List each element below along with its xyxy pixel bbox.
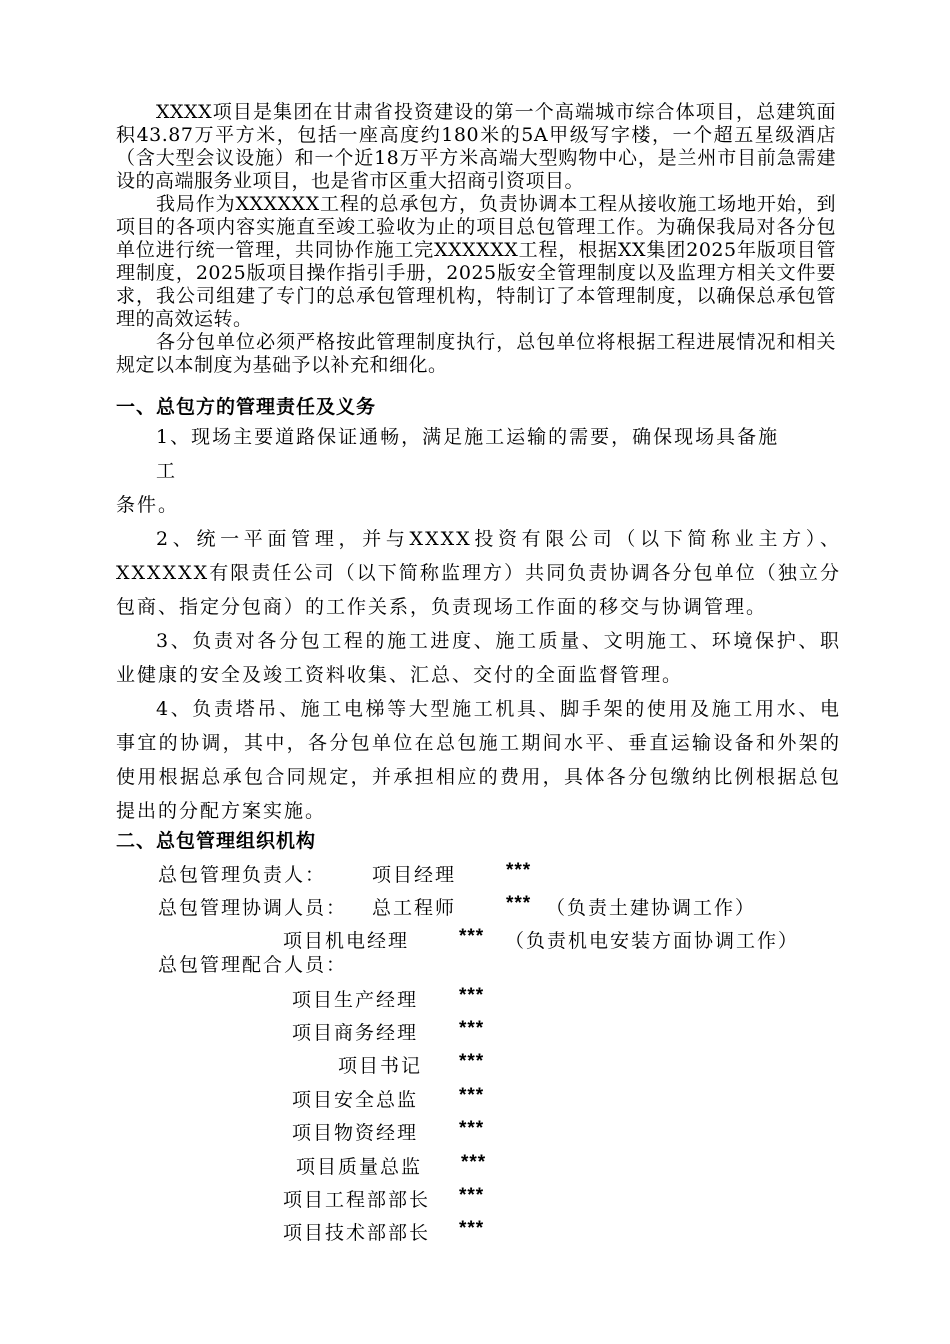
section2-heading: 二、总包管理组织机构 [116, 830, 317, 852]
support-label: 总包管理配合人员： [158, 954, 348, 976]
support-name: *** [459, 1185, 485, 1206]
intro-section [116, 101, 836, 377]
coordinator2-row [283, 926, 800, 953]
coordinator-note: （负责土建协调工作） [546, 897, 757, 919]
leader-row [158, 860, 532, 887]
support-name: *** [459, 1218, 485, 1239]
coordinator-name: *** [506, 893, 532, 914]
support-role: 项目安全总监 [292, 1089, 419, 1111]
support-name: *** [461, 1152, 487, 1173]
leader-name: *** [506, 860, 532, 881]
support-row [296, 1152, 487, 1179]
support-role: 项目生产经理 [292, 989, 419, 1011]
support-role: 项目工程部部长 [283, 1189, 431, 1211]
support-role: 项目物资经理 [292, 1122, 419, 1144]
support-name: *** [459, 1118, 485, 1139]
support-row [283, 1218, 485, 1245]
coordinator2-role: 项目机电经理 [283, 930, 410, 952]
section1-heading: 一、总包方的管理责任及义务 [116, 396, 377, 418]
section1-body [116, 420, 841, 828]
support-row [292, 1118, 485, 1145]
intro-paragraph: 各分包单位必须严格按此管理制度执行，总包单位将根据工程进展情况和相关规定以本制度为基础予以补充和细化。 [116, 331, 836, 376]
support-row [292, 1085, 485, 1112]
coordinator2-note: （负责机电安装方面协调工作） [505, 930, 800, 952]
support-row [292, 1018, 485, 1045]
list-item: 3、负责对各分包工程的施工进度、施工质量、文明施工、环境保护、职业健康的安全及竣工资料收集、汇总、交付的全面监督管理。 [116, 630, 841, 686]
list-item-continuation: 工 [156, 460, 178, 482]
support-role: 项目书记 [338, 1055, 423, 1077]
support-name: *** [459, 985, 485, 1006]
support-role: 项目质量总监 [296, 1156, 423, 1178]
support-row [338, 1051, 485, 1078]
support-row [283, 1185, 485, 1212]
support-row [292, 985, 485, 1012]
support-name: *** [459, 1018, 485, 1039]
intro-paragraph: XXXX项目是集团在甘肃省投资建设的第一个高端城市综合体项目，总建筑面积43.87万平方米，包括一座高度约180米的5A甲级写字楼，一个超五星级酒店（含大型会议设施）和一个近18万平方米高端大型购物中心，是兰州市目前急需建设的高端服务业项目，也是省市区重大招商引资项目。 [116, 101, 836, 192]
coordinator-label: 总包管理协调人员： [158, 897, 348, 919]
leader-role: 项目经理 [372, 864, 457, 886]
list-item: 1、现场主要道路保证通畅，满足施工运输的需要，确保现场具备施 [156, 426, 780, 448]
support-role: 项目商务经理 [292, 1022, 419, 1044]
leader-label: 总包管理负责人： [158, 864, 327, 886]
intro-paragraph: 我局作为XXXXXX工程的总承包方，负责协调本工程从接收施工场地开始，到项目的各项内容实施直至竣工验收为止的项目总包管理工作。为确保我局对各分包单位进行统一管理，共同协作施工完XXXXXX工程，根据XX集团2025年版项目管理制度，2025版项目操作指引手册，2025版安全管理制度以及监理方相关文件要求，我公司组建了专门的总承包管理机构，特制订了本管理制度，以确保总承包管理的高效运转。 [116, 193, 836, 330]
list-item: 4、负责塔吊、施工电梯等大型施工机具、脚手架的使用及施工用水、电事宜的协调，其中，各分包单位在总包施工期间水平、垂直运输设备和外架的使用根据总承包合同规定，并承担相应的费用，具体各分包缴纳比例根据总包提出的分配方案实施。 [116, 698, 841, 822]
support-role: 项目技术部部长 [283, 1222, 431, 1244]
coordinator-row [158, 893, 757, 920]
coordinator-role: 总工程师 [372, 897, 457, 919]
list-item-continuation: 条件。 [116, 494, 180, 516]
support-name: *** [459, 1085, 485, 1106]
list-item: 2、统一平面管理，并与XXXX投资有限公司（以下简称业主方）、XXXXXX有限责任公司（以下简称监理方）共同负责协调各分包单位（独立分包商、指定分包商）的工作关系，负责现场工作面的移交与协调管理。 [116, 528, 841, 618]
coordinator2-name: *** [459, 926, 485, 947]
support-name: *** [459, 1051, 485, 1072]
